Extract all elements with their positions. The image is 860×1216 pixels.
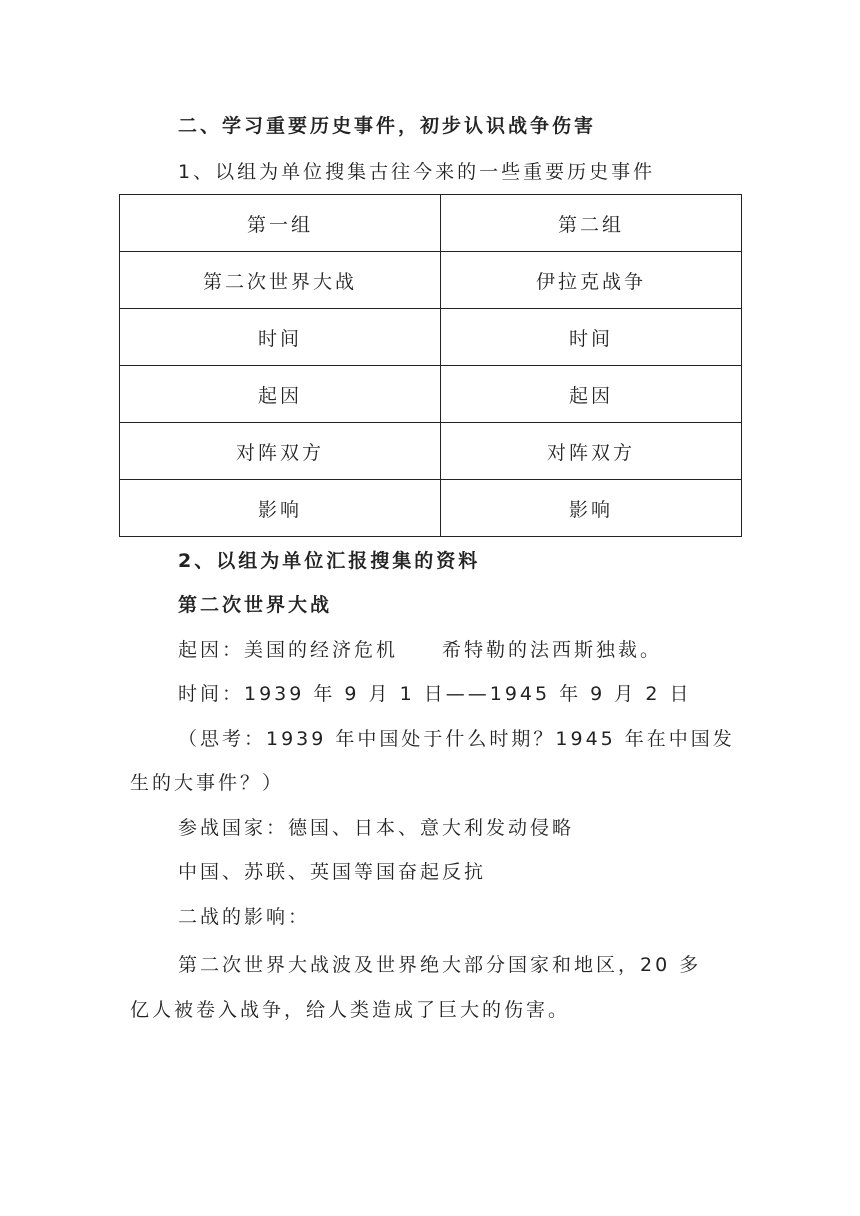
table-cell: 时间 — [120, 309, 441, 366]
table-row — [120, 309, 742, 366]
table-cell: 影响 — [441, 480, 742, 537]
item-1-heading: 1、以组为单位搜集古往今来的一些重要历史事件 — [178, 161, 656, 183]
table-cell: 第二组 — [441, 195, 742, 252]
table-row — [120, 423, 742, 480]
table-row — [120, 366, 742, 423]
time-text: 时间：1939 年 9 月 1 日——1945 年 9 月 2 日 — [178, 683, 692, 705]
table-cell: 起因 — [441, 366, 742, 423]
table-cell: 影响 — [120, 480, 441, 537]
think-question-line-2: 生的大事件？） — [130, 772, 285, 794]
history-events-table — [119, 194, 742, 537]
table-cell: 对阵双方 — [120, 423, 441, 480]
impact-label: 二战的影响： — [178, 906, 311, 928]
cause-text: 起因：美国的经济危机 希特勒的法西斯独裁。 — [178, 639, 663, 661]
table-cell: 时间 — [441, 309, 742, 366]
think-question-line-1: （思考：1939 年中国处于什么时期？1945 年在中国发 — [178, 728, 735, 750]
section-heading: 二、学习重要历史事件，初步认识战争伤害 — [178, 115, 597, 137]
table-row — [120, 195, 742, 252]
resist-text: 中国、苏联、英国等国奋起反抗 — [178, 861, 487, 883]
table-cell: 伊拉克战争 — [441, 252, 742, 309]
countries-text: 参战国家：德国、日本、意大利发动侵略 — [178, 817, 575, 839]
item-2-heading: 2、以组为单位汇报搜集的资料 — [178, 550, 481, 572]
table-cell: 第一组 — [120, 195, 441, 252]
ww2-subheading: 第二次世界大战 — [178, 594, 333, 616]
table-row — [120, 480, 742, 537]
impact-line-1: 第二次世界大战波及世界绝大部分国家和地区，20 多 — [178, 954, 702, 976]
table-cell: 起因 — [120, 366, 441, 423]
table-cell: 第二次世界大战 — [120, 252, 441, 309]
impact-line-2: 亿人被卷入战争，给人类造成了巨大的伤害。 — [130, 999, 571, 1021]
table-cell: 对阵双方 — [441, 423, 742, 480]
table-row — [120, 252, 742, 309]
